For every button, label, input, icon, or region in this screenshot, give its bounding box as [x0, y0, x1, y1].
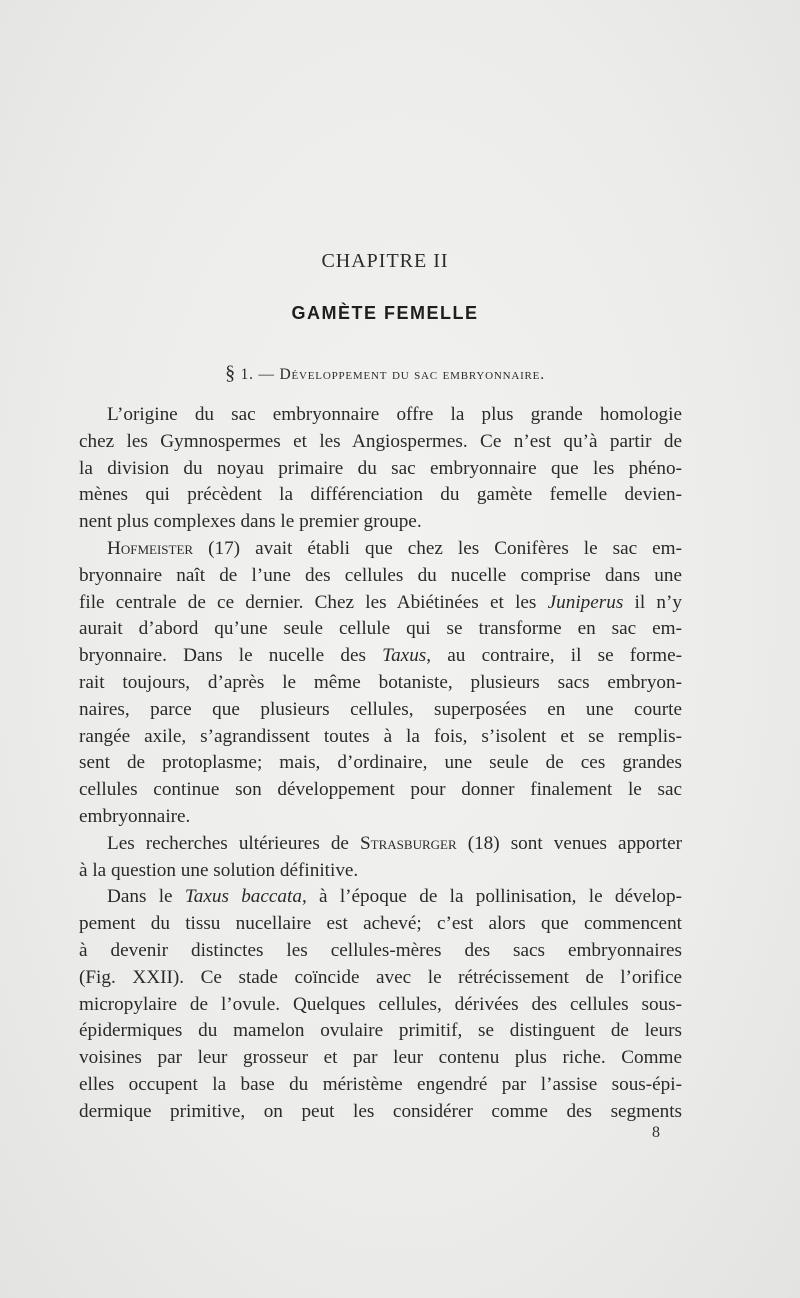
section-heading [0, 362, 770, 385]
line-text: chez les Gymnospermes et les Angiospermes. Ce n’est qu’à partir de [79, 430, 682, 452]
line-text: bryonnaire. Dans le nucelle des [79, 645, 383, 667]
text-line [79, 938, 682, 965]
line-text: pement du tissu nucellaire est achevé; c’est alors que commencent [79, 913, 682, 935]
page-number: 8 [652, 1124, 660, 1141]
body-text [79, 402, 682, 1126]
text-line [79, 777, 682, 804]
text-line [79, 724, 682, 751]
line-text: à devenir distinctes les cellules-mères des sacs embryonnaires [79, 939, 682, 961]
line-text: à la question une solution définitive. [79, 859, 359, 881]
line-text: mènes qui précèdent la différenciation du gamète femelle devien- [79, 484, 682, 506]
line-text: embryonnaire. [79, 805, 191, 827]
line-text: (17) avait établi que chez les Conifères le sac em- [193, 537, 682, 559]
section-title: Développement du sac embryonnaire. [279, 366, 545, 383]
text-line [79, 831, 682, 858]
text-line [79, 1099, 682, 1126]
text-line [79, 911, 682, 938]
text-line [79, 965, 682, 992]
italic-term: Taxus [382, 645, 427, 667]
line-text: (Fig. XXII). Ce stade coïncide avec le rétrécissement de l’orifice [79, 966, 682, 988]
chapter-title: GAMÈTE FEMELLE [291, 303, 479, 323]
author-name: Hofmeister [107, 537, 194, 559]
text-line [79, 616, 682, 643]
text-line [79, 643, 682, 670]
text-line [79, 536, 682, 563]
line-text: file centrale de ce dernier. Chez les Abiétinées et les [79, 591, 548, 613]
text-line [79, 1045, 682, 1072]
text-line [79, 563, 682, 590]
text-line [79, 482, 682, 509]
line-text: L’origine du sac embryonnaire offre la plus grande homologie [107, 404, 682, 425]
line-text: Les recherches ultérieures de [107, 832, 360, 854]
line-text: cellules continue son développement pour donner finalement le sac [79, 779, 682, 801]
line-text: nent plus complexes dans le premier groupe. [79, 511, 422, 533]
line-text: naires, parce que plusieurs cellules, superposées en une courte [79, 698, 682, 720]
line-text: micropylaire de l’ovule. Quelques cellules, dérivées des cellules sous- [79, 993, 682, 1015]
section-dash: — [258, 366, 275, 383]
text-line [79, 858, 682, 885]
author-name: Strasburger [360, 832, 457, 854]
line-text: la division du noyau primaire du sac embryonnaire que les phéno- [79, 457, 682, 479]
line-text: Dans le [107, 886, 185, 908]
line-text: rait toujours, d’après le même botaniste, plusieurs sacs embryon- [79, 671, 682, 693]
text-line [79, 884, 682, 911]
line-text: (18) sont venues apporter [456, 832, 682, 854]
line-text: , à l’époque de la pollinisation, le dévelop- [301, 886, 683, 908]
section-mark: § [225, 362, 236, 384]
italic-term: Juniperus [547, 591, 624, 613]
text-line [79, 992, 682, 1019]
line-text: , au contraire, il se forme- [426, 645, 682, 667]
line-text: aurait d’abord qu’une seule cellule qui se transforme en sac em- [79, 618, 682, 640]
line-text: elles occupent la base du méristème engendré par l’assise sous-épi- [79, 1073, 682, 1095]
line-text: épidermiques du mamelon ovulaire primitif, se distinguent de leurs [79, 1020, 682, 1042]
italic-term: Taxus baccata [184, 886, 302, 908]
line-text: voisines par leur grosseur et par leur contenu plus riche. Comme [79, 1047, 682, 1069]
line-text: rangée axile, s’agrandissent toutes à la fois, s’isolent et se remplis- [79, 725, 682, 747]
text-line [79, 590, 682, 617]
text-line [79, 804, 682, 831]
text-line [79, 456, 682, 483]
text-line [79, 509, 682, 536]
text-line [79, 670, 682, 697]
text-line [79, 429, 682, 456]
text-line [79, 697, 682, 724]
line-text: bryonnaire naît de l’une des cellules du nucelle comprise dans une [79, 564, 682, 586]
text-line [79, 1072, 682, 1099]
section-number: 1. [240, 366, 254, 383]
line-text: sent de protoplasme; mais, d’ordinaire, une seule de ces grandes [79, 752, 682, 774]
line-text: dermique primitive, on peut les considérer comme des segments [79, 1100, 682, 1122]
text-line [79, 750, 682, 777]
text-line [79, 402, 682, 429]
line-text: il n’y [623, 591, 682, 613]
text-line [79, 1018, 682, 1045]
chapter-heading: CHAPITRE II [321, 250, 449, 272]
